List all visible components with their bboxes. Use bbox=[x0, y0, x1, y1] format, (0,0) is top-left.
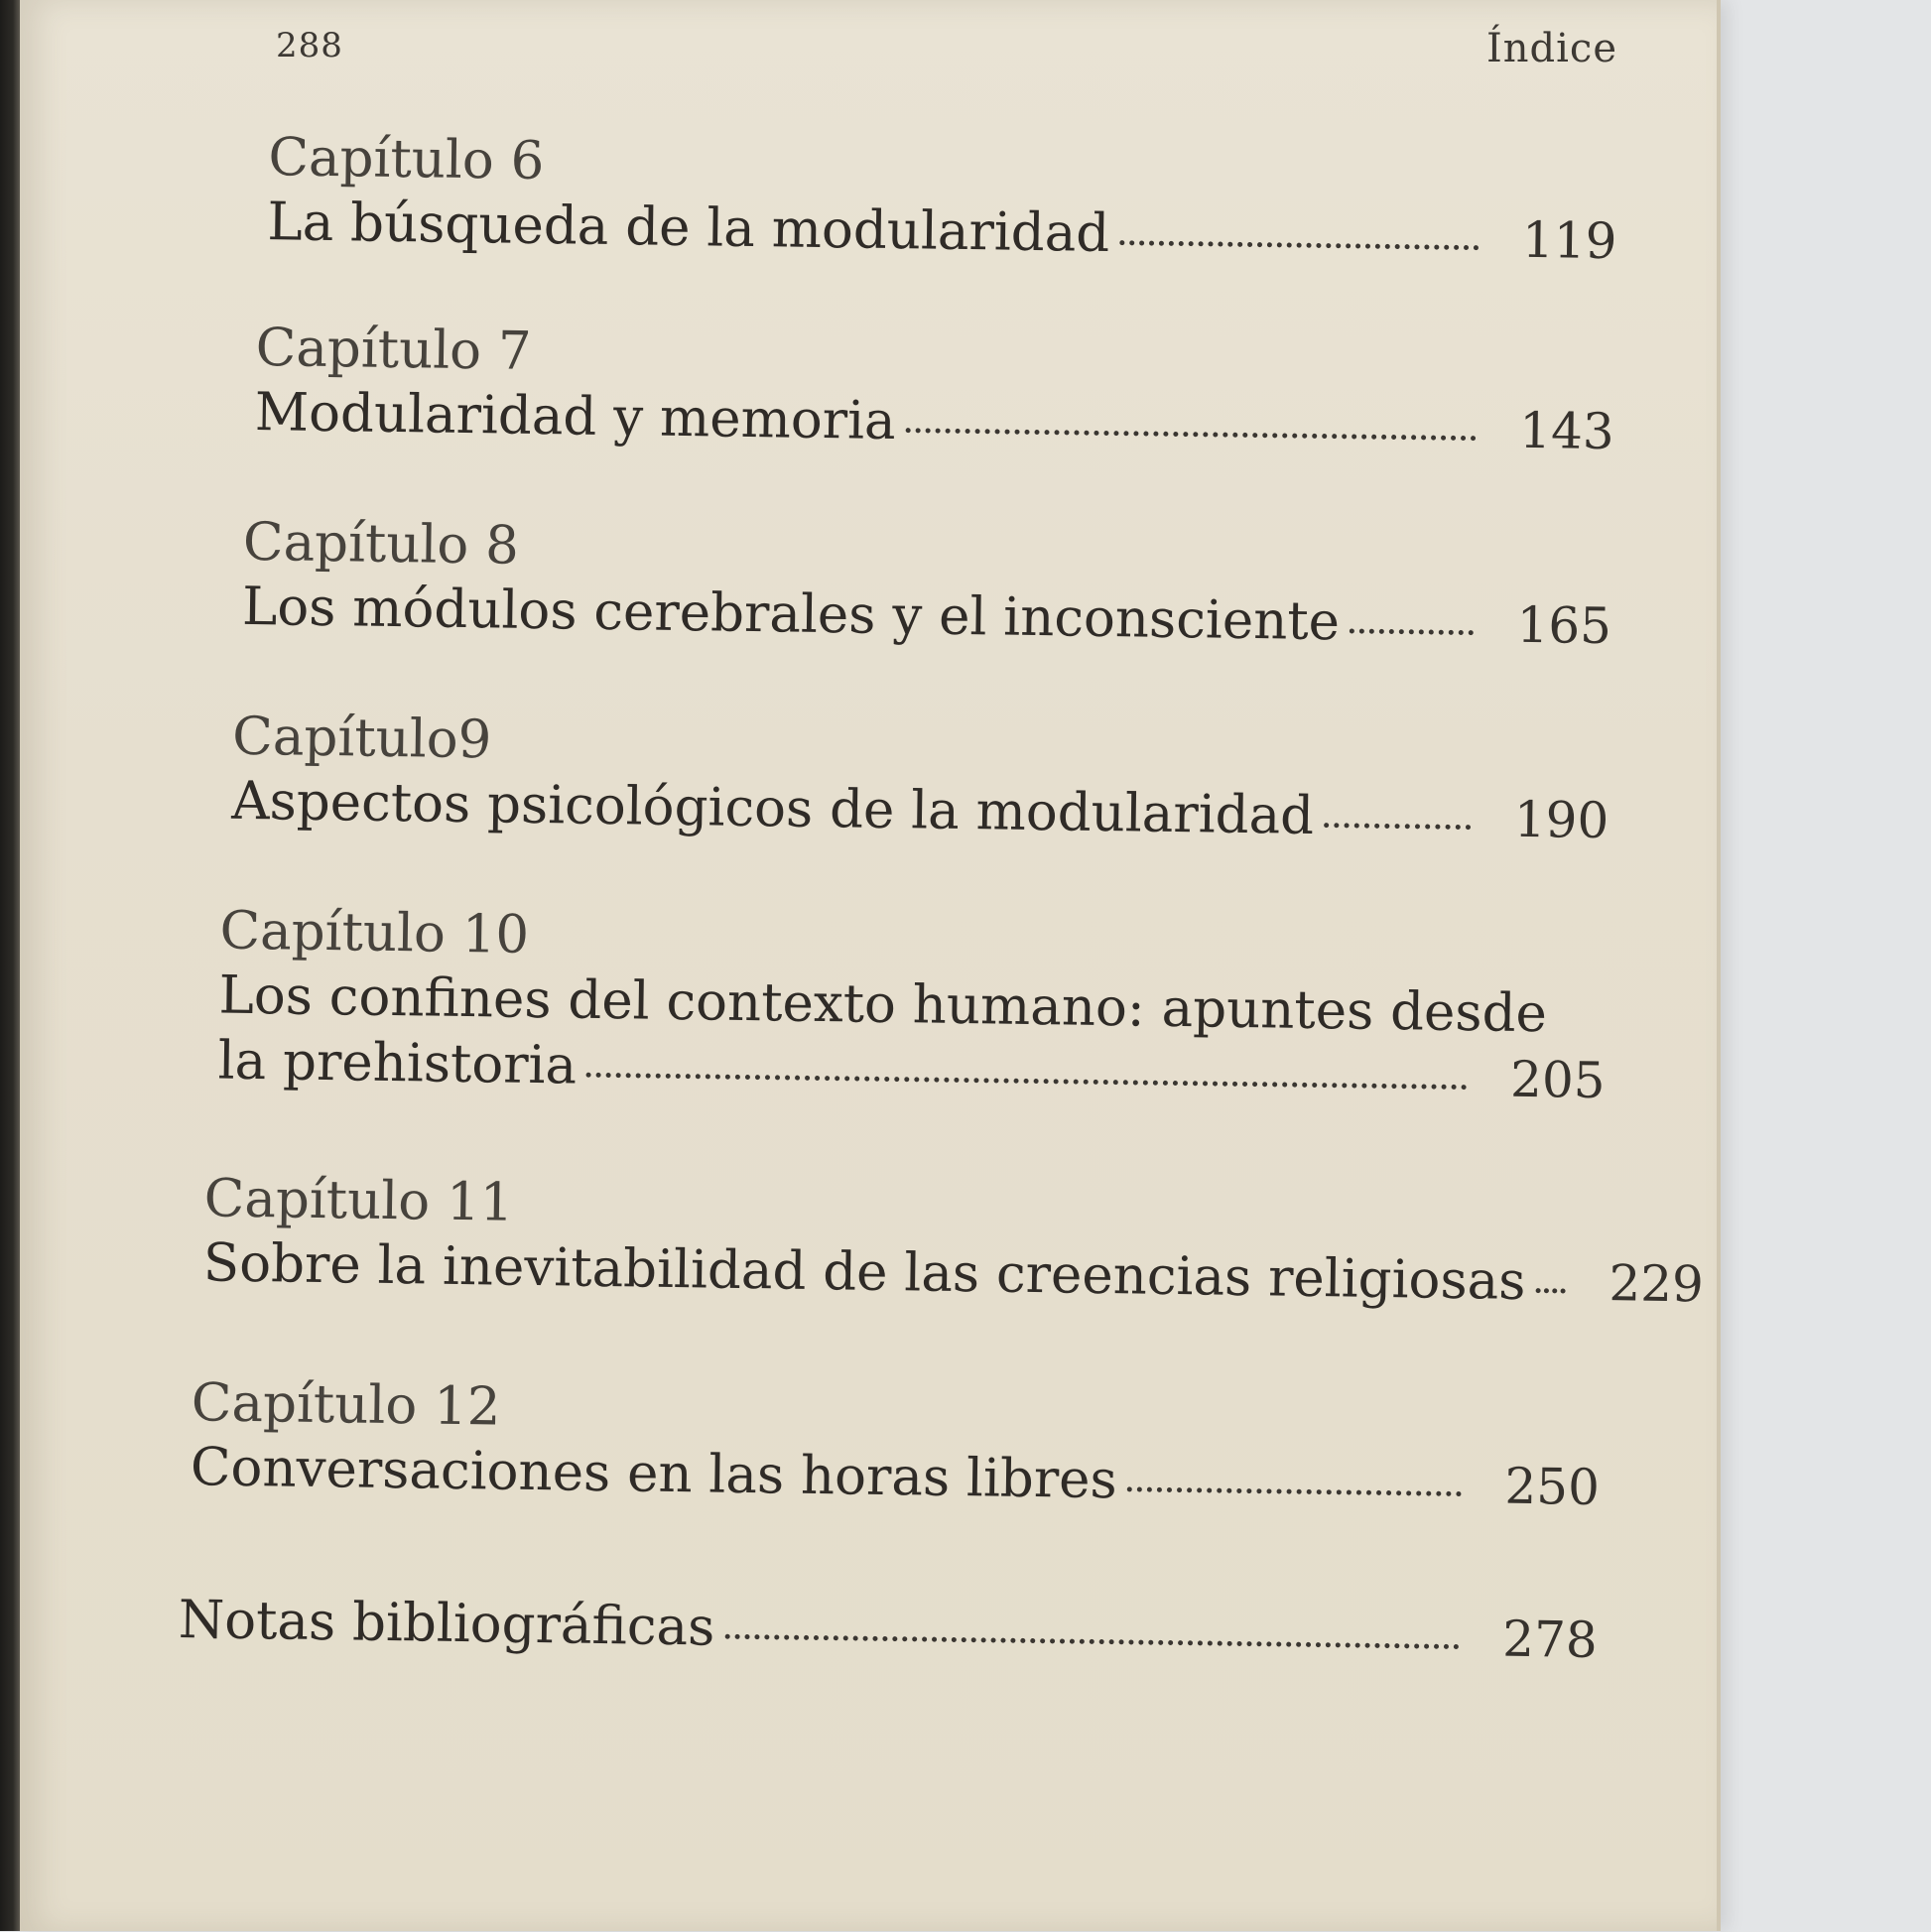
toc-entry-chapter-8 bbox=[242, 511, 1613, 659]
page-ref: 165 bbox=[1516, 595, 1612, 656]
chapter-title: Los módulos cerebrales y el inconsciente bbox=[241, 576, 1341, 653]
chapter-label: Capítulo 10 bbox=[219, 900, 530, 966]
page-number: 288 bbox=[276, 26, 343, 65]
chapter-label: Capítulo 7 bbox=[255, 317, 533, 382]
chapter-label: Capítulo 8 bbox=[242, 511, 520, 577]
dot-leader bbox=[586, 1073, 1467, 1090]
dot-leader bbox=[1350, 628, 1474, 635]
toc-entry-chapter-7 bbox=[254, 317, 1615, 464]
page-ref: 205 bbox=[1509, 1050, 1606, 1110]
toc-entry-chapter-9 bbox=[231, 706, 1610, 853]
section-title: Notas bibliográficas bbox=[178, 1590, 715, 1658]
page-ref: 119 bbox=[1521, 210, 1617, 271]
toc-entry-chapter-11 bbox=[202, 1167, 1705, 1316]
dot-leader bbox=[724, 1634, 1459, 1649]
chapter-label: Capítulo 11 bbox=[203, 1168, 514, 1233]
running-head: Índice bbox=[1485, 26, 1617, 71]
dot-leader bbox=[1535, 1288, 1565, 1293]
chapter-label: Capítulo9 bbox=[231, 706, 492, 771]
chapter-label: Capítulo 6 bbox=[268, 127, 545, 193]
page-ref: 143 bbox=[1518, 401, 1615, 461]
toc-entry-chapter-12 bbox=[191, 1371, 1602, 1520]
chapter-title-line-1: Los confines del contexto humano: apuntes desde bbox=[218, 965, 1548, 1045]
dot-leader bbox=[1324, 823, 1471, 830]
dot-leader bbox=[1119, 240, 1479, 250]
toc-entry-notes bbox=[178, 1588, 1598, 1673]
chapter-title: Conversaciones en las horas libres bbox=[190, 1437, 1118, 1511]
dot-leader bbox=[905, 428, 1476, 441]
toc-entry-chapter-6 bbox=[267, 126, 1618, 274]
dot-leader bbox=[1127, 1486, 1462, 1496]
toc-title-row bbox=[178, 1588, 1598, 1673]
chapter-title: La búsqueda de la modularidad bbox=[267, 192, 1110, 264]
chapter-title: Modularidad y memoria bbox=[254, 381, 897, 452]
book-page bbox=[20, 0, 1721, 1931]
chapter-label: Capítulo 12 bbox=[191, 1372, 501, 1438]
chapter-title: Aspectos psicológicos de la modularidad bbox=[230, 770, 1315, 846]
chapter-title-line-2: la prehistoria bbox=[217, 1030, 578, 1096]
page-ref: 229 bbox=[1609, 1254, 1705, 1314]
page-ref: 278 bbox=[1501, 1610, 1599, 1669]
chapter-title: Sobre la inevitabilidad de las creencias religiosas bbox=[202, 1232, 1526, 1312]
toc-entry-chapter-10 bbox=[217, 900, 1608, 1114]
page-ref: 190 bbox=[1513, 790, 1609, 850]
page-ref: 250 bbox=[1504, 1457, 1601, 1517]
